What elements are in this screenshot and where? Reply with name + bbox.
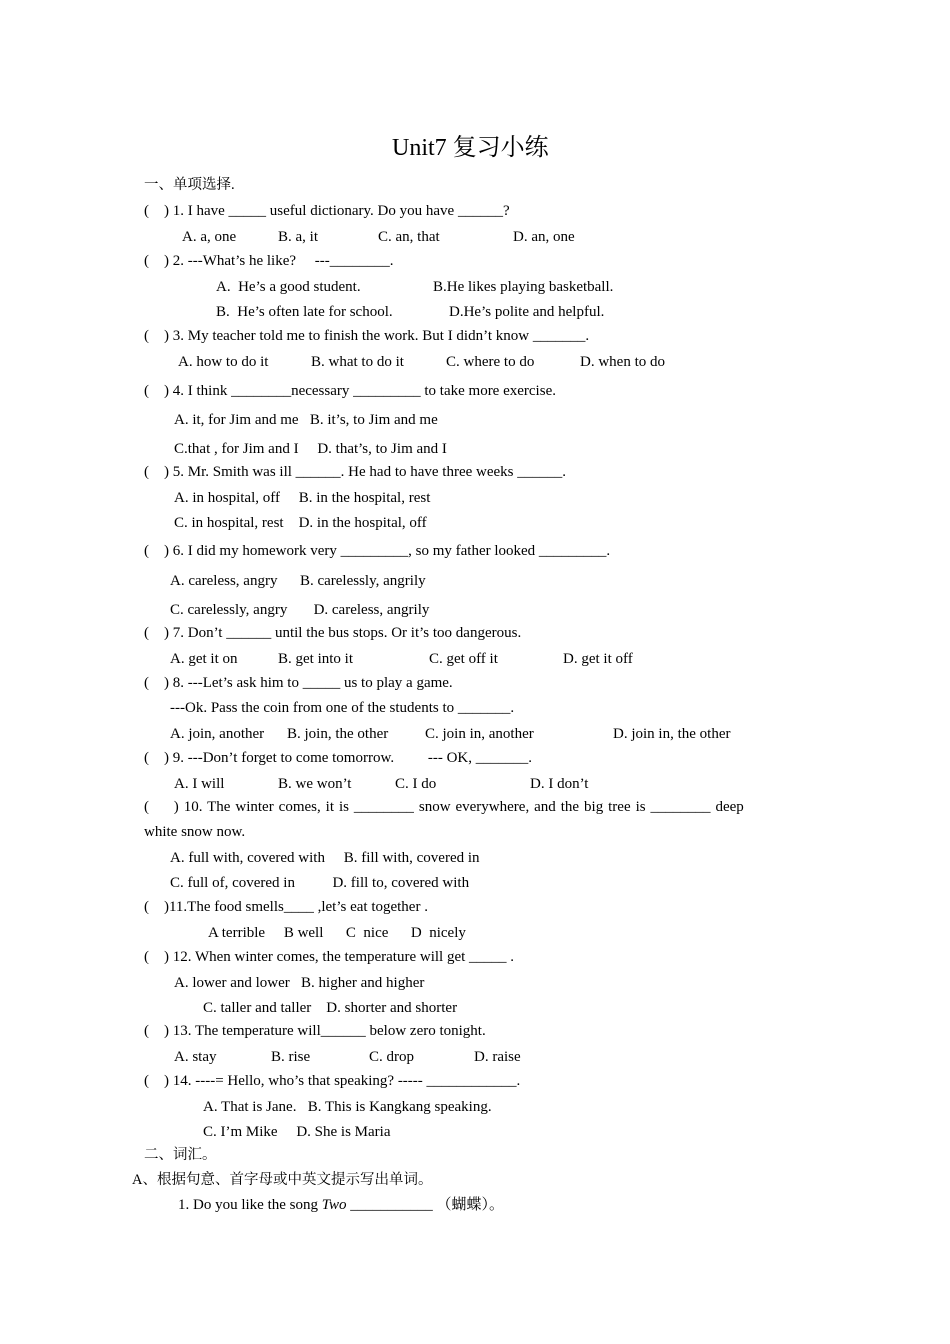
- q7-option-b: B. get into it: [278, 651, 353, 667]
- q9-option-d: D. I don’t: [530, 776, 589, 792]
- question-12: ( ) 12. When winter comes, the temperature will get _____ .: [144, 949, 515, 965]
- q4-options-ab: A. it, for Jim and me B. it’s, to Jim and me: [174, 412, 438, 428]
- q11-options: A terrible B well C nice D nicely: [208, 925, 466, 941]
- q2-option-a: A. He’s a good student.: [216, 279, 361, 295]
- question-6: ( ) 6. I did my homework very _________, so my father looked _________.: [144, 543, 611, 559]
- q3-option-a: A. how to do it: [178, 354, 269, 370]
- q5-options-cd: C. in hospital, rest D. in the hospital, off: [174, 515, 427, 531]
- q10-options-ab: A. full with, covered with B. fill with, covered in: [170, 850, 480, 866]
- q8-option-c: C. join in, another: [425, 726, 534, 742]
- vocab-q1-suffix: ___________ （蝴蝶）。: [346, 1197, 504, 1213]
- q6-options-ab: A. careless, angry B. carelessly, angrily: [170, 573, 426, 589]
- q12-options-ab: A. lower and lower B. higher and higher: [174, 975, 425, 991]
- q8-option-d: D. join in, the other: [613, 726, 731, 742]
- q9-option-a: A. I will: [174, 776, 225, 792]
- question-14: ( ) 14. ----= Hello, who’s that speaking? ----- ____________.: [144, 1073, 521, 1089]
- question-9: ( ) 9. ---Don’t forget to come tomorrow. --- OK, _______.: [144, 750, 532, 766]
- q2-option-c: B. He’s often late for school.: [216, 304, 393, 320]
- page-title: Unit7 复习小练: [392, 135, 549, 161]
- q9-option-b: B. we won’t: [278, 776, 352, 792]
- q1-option-a: A. a, one: [182, 229, 237, 245]
- part-a-instructions: A、根据句意、首字母或中英文提示写出单词。: [132, 1172, 433, 1188]
- q1-option-d: D. an, one: [513, 229, 575, 245]
- q13-option-a: A. stay: [174, 1049, 217, 1065]
- q8-option-a: A. join, another: [170, 726, 265, 742]
- q8-option-b: B. join, the other: [287, 726, 389, 742]
- section-heading-choice: 一、单项选择.: [144, 177, 235, 193]
- q13-option-b: B. rise: [271, 1049, 311, 1065]
- q10-options-cd: C. full of, covered in D. fill to, covered with: [170, 875, 470, 891]
- question-3: ( ) 3. My teacher told me to finish the work. But I didn’t know _______.: [144, 328, 590, 344]
- question-11: ( )11.The food smells____ ,let’s eat together .: [144, 899, 428, 915]
- question-1: ( ) 1. I have _____ useful dictionary. Do you have ______?: [144, 203, 510, 219]
- q14-options-ab: A. That is Jane. B. This is Kangkang speaking.: [203, 1099, 492, 1115]
- question-7: ( ) 7. Don’t ______ until the bus stops. Or it’s too dangerous.: [144, 625, 522, 641]
- question-5: ( ) 5. Mr. Smith was ill ______. He had to have three weeks ______.: [144, 464, 567, 480]
- q2-option-b: B.He likes playing basketball.: [433, 279, 614, 295]
- q6-options-cd: C. carelessly, angry D. careless, angrily: [170, 602, 430, 618]
- q2-option-d: D.He’s polite and helpful.: [449, 304, 605, 320]
- question-10-continued: white snow now.: [144, 824, 246, 840]
- question-8: ( ) 8. ---Let’s ask him to _____ us to play a game.: [144, 675, 453, 691]
- q14-options-cd: C. I’m Mike D. She is Maria: [203, 1124, 391, 1140]
- section-heading-vocabulary: 二、词汇。: [144, 1147, 217, 1163]
- q13-option-d: D. raise: [474, 1049, 521, 1065]
- question-8-reply: ---Ok. Pass the coin from one of the students to _______.: [170, 700, 515, 716]
- q13-option-c: C. drop: [369, 1049, 414, 1065]
- vocab-q1-prefix: 1. Do you like the song: [178, 1197, 322, 1213]
- vocab-question-1: [178, 1198, 504, 1213]
- q3-option-b: B. what to do it: [311, 354, 404, 370]
- vocab-q1-song-title: Two: [321, 1197, 347, 1213]
- q7-option-a: A. get it on: [170, 651, 238, 667]
- question-10: ( ) 10. The winter comes, it is ________ snow everywhere, and the big tree is ________ deep: [144, 799, 744, 815]
- q4-options-cd: C.that , for Jim and I D. that’s, to Jim and I: [174, 441, 447, 457]
- q12-options-cd: C. taller and taller D. shorter and shorter: [203, 1000, 458, 1016]
- question-4: ( ) 4. I think ________necessary _________ to take more exercise.: [144, 383, 556, 399]
- q7-option-c: C. get off it: [429, 651, 498, 667]
- q1-option-c: C. an, that: [378, 229, 440, 245]
- q9-option-c: C. I do: [395, 776, 437, 792]
- q3-option-c: C. where to do: [446, 354, 535, 370]
- question-2: ( ) 2. ---What’s he like? ---________.: [144, 253, 394, 269]
- q3-option-d: D. when to do: [580, 354, 665, 370]
- q5-options-ab: A. in hospital, off B. in the hospital, rest: [174, 490, 431, 506]
- q1-option-b: B. a, it: [278, 229, 318, 245]
- question-13: ( ) 13. The temperature will______ below zero tonight.: [144, 1023, 486, 1039]
- q7-option-d: D. get it off: [563, 651, 633, 667]
